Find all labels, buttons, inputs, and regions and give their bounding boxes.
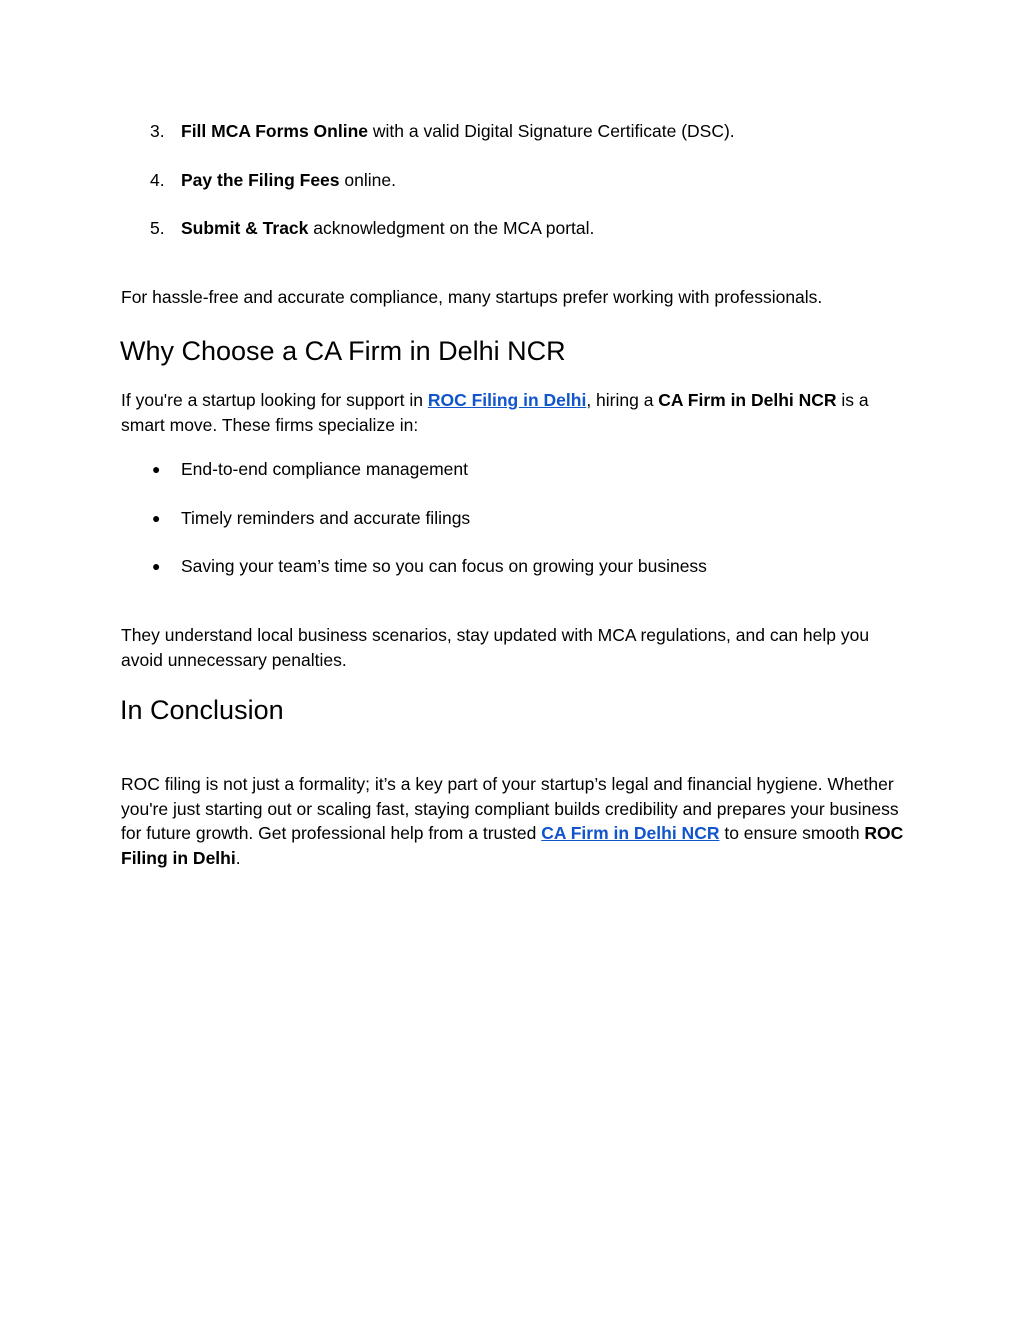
step-number: 4. <box>150 170 165 190</box>
step-number: 3. <box>150 121 165 141</box>
why-text-end: is a smart move. These firms specialize in: <box>121 390 869 435</box>
step-number: 5. <box>150 218 165 238</box>
step-text: with a valid Digital Signature Certificate (DSC). <box>368 121 735 141</box>
bullet-text: Saving your team’s time so you can focus on growing your business <box>181 556 707 576</box>
conclusion-text-start: ROC filing is not just a formality; it’s a key part of your startup’s legal and financial hygiene. Whether you're just starting out or scaling fast, staying compliant builds credibility and prepares your business for future growth. Get professional help from a trusted <box>121 774 899 843</box>
step-text: online. <box>339 170 396 190</box>
step-title: Pay the Filing Fees <box>181 170 340 190</box>
step-text: acknowledgment on the MCA portal. <box>308 218 595 238</box>
roc-filing-link[interactable]: ROC Filing in Delhi <box>427 390 587 410</box>
why-text-start: If you're a startup looking for support in <box>121 390 428 410</box>
conclusion-text-end: . <box>235 847 241 868</box>
why-paragraph <box>121 388 911 437</box>
bullet-icon: ● <box>152 510 161 526</box>
why-bold-text: CA Firm in Delhi NCR <box>658 390 837 410</box>
step-item-5 <box>150 216 594 240</box>
bullet-item <box>150 554 707 579</box>
bullet-item <box>150 506 470 531</box>
why-closing-paragraph: They understand local business scenarios, stay updated with MCA regulations, and can help you avoid unnecessary penalties. <box>121 625 870 670</box>
bullet-text: End-to-end compliance management <box>181 459 468 479</box>
section-heading-conclusion: In Conclusion <box>120 695 284 725</box>
bullet-icon: ● <box>152 461 161 477</box>
bullet-icon: ● <box>152 558 161 574</box>
step-item-3 <box>150 119 735 143</box>
intro-paragraph: For hassle-free and accurate compliance, many startups prefer working with professionals. <box>121 287 823 307</box>
conclusion-bold-text: ROC Filing in Delhi <box>121 823 904 868</box>
step-title: Submit & Track <box>181 218 309 238</box>
conclusion-text-mid: to ensure smooth <box>719 823 865 843</box>
bullet-text: Timely reminders and accurate filings <box>181 508 471 528</box>
conclusion-paragraph <box>121 772 911 870</box>
bullet-item <box>150 457 468 482</box>
section-heading-why: Why Choose a CA Firm in Delhi NCR <box>120 336 566 366</box>
step-title: Fill MCA Forms Online <box>181 121 368 141</box>
step-item-4 <box>150 168 396 192</box>
ca-firm-link[interactable]: CA Firm in Delhi NCR <box>541 823 720 843</box>
why-text-mid: , hiring a <box>586 390 659 410</box>
